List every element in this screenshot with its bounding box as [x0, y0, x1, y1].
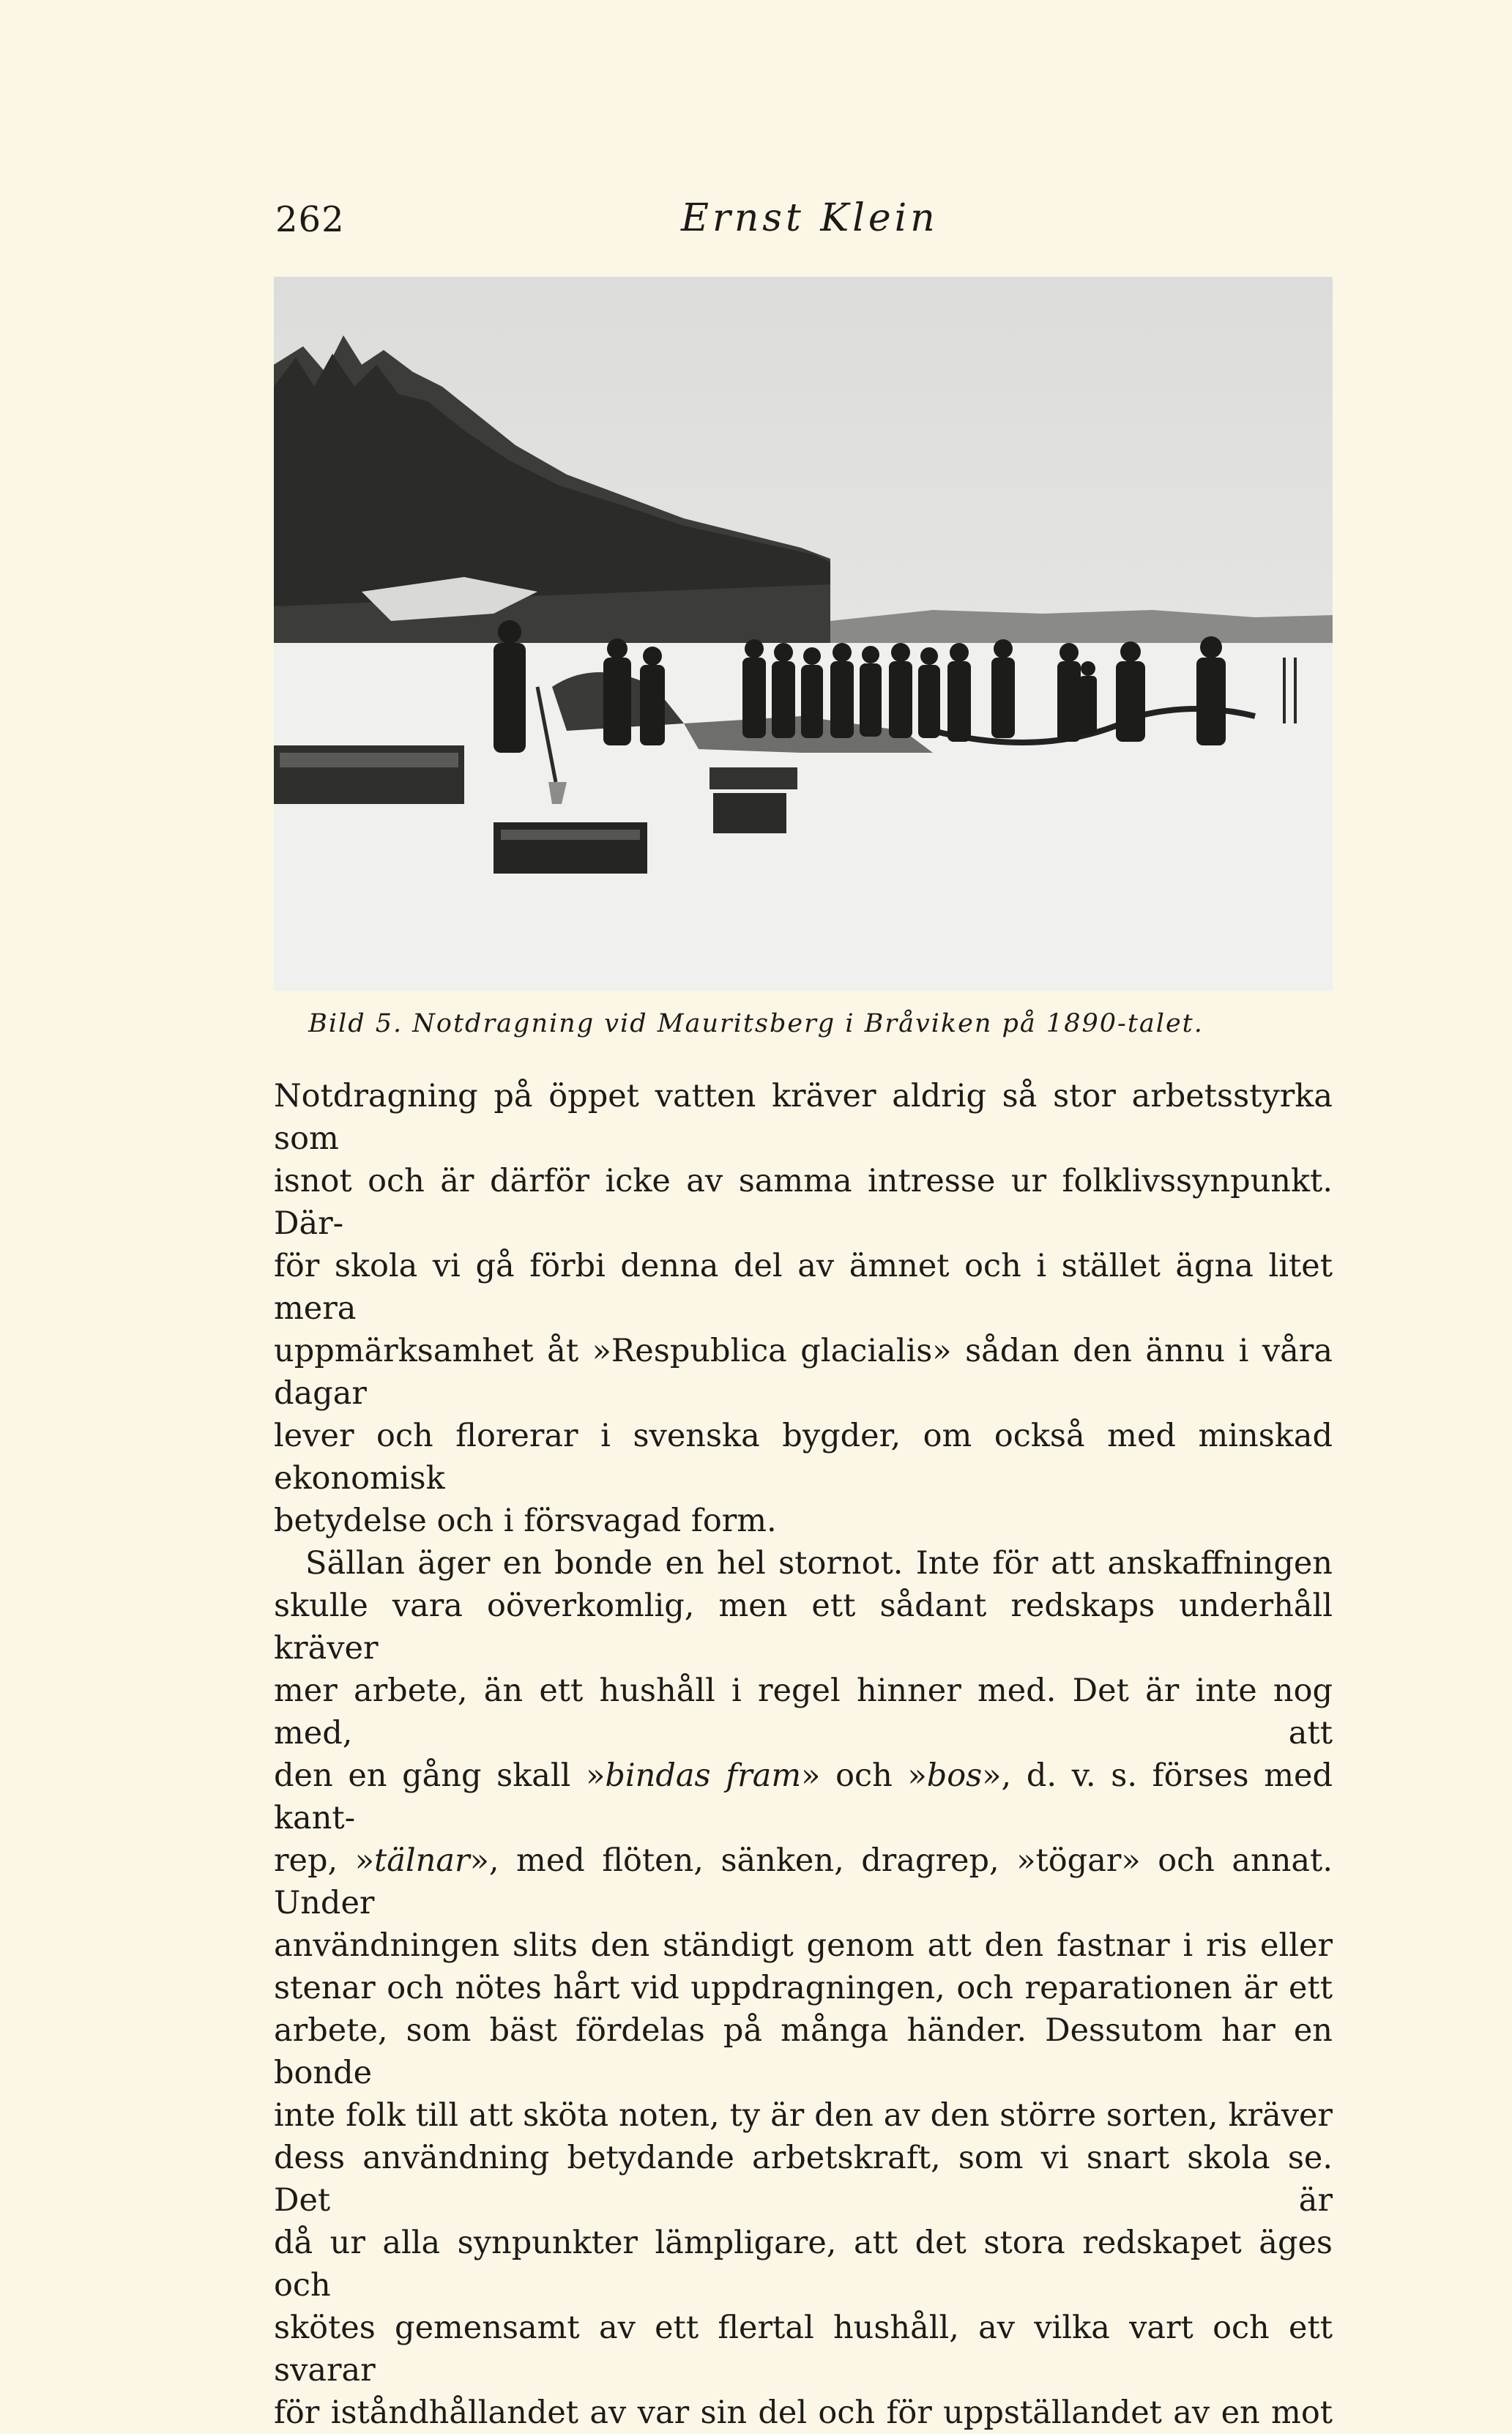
photo-illustration — [274, 277, 1333, 991]
paragraph-2-line: stenar och nötes hårt vid uppdragningen, och reparationen är ett — [274, 1970, 1333, 2006]
paragraph-2-line: användningen slits den ständigt genom att den fastnar i ris eller — [274, 1927, 1333, 1964]
paragraph-1-line: isnot och är därför icke av samma intresse ur folklivssynpunkt. Där- — [274, 1163, 1333, 1242]
paragraph-1-line: betydelse och i försvagad form. — [274, 1503, 777, 1539]
wooden-box-back — [710, 767, 797, 789]
paragraph-2-line: då ur alla synpunkter lämpligare, att det stora redskapet äges och — [274, 2225, 1333, 2304]
body-text — [274, 1075, 1333, 2434]
paragraph-1-line: uppmärksamhet åt »Respublica glacialis» sådan den ännu i våra dagar — [274, 1333, 1333, 1412]
paragraph-2-line: arbete, som bäst fördelas på många händer. Dessutom har en bonde — [274, 2012, 1333, 2091]
italic-term-bindas-fram: bindas fram — [605, 1757, 802, 1794]
paragraph-2-line: skulle vara oöverkomlig, men ett sådant redskaps underhåll kräver — [274, 1588, 1333, 1667]
paragraph-2-line — [274, 1839, 1333, 1924]
text-run: », med flöten, sänken, dragrep, »tögar» och annat. Under — [274, 1842, 1333, 1921]
paragraph-2-line — [274, 1754, 1333, 1839]
wooden-box-center — [713, 793, 786, 833]
paragraph-2-line: inte folk till att sköta noten, ty är den av den större sorten, kräver — [274, 2097, 1333, 2134]
italic-term-talnar: tälnar — [374, 1842, 470, 1879]
figure-caption: Bild 5. Notdragning vid Mauritsberg i Bråviken på 1890-talet. — [308, 1009, 1204, 1038]
photograph-ice-fishing — [274, 277, 1333, 991]
paragraph-2-line: skötes gemensamt av ett flertal hushåll, av vilka vart och ett svarar — [274, 2310, 1333, 2389]
paragraph-1-line: Notdragning på öppet vatten kräver aldrig så stor arbetsstyrka som — [274, 1078, 1333, 1157]
paragraph-2-line: Sällan äger en bonde en hel stornot. Inte för att anskaffningen — [305, 1545, 1333, 1582]
paragraph-2-line: dess användning betydande arbetskraft, som vi snart skola se. Det är — [274, 2140, 1333, 2219]
running-head-author: Ernst Klein — [681, 196, 939, 240]
text-run: den en gång skall » — [274, 1757, 606, 1794]
italic-term-bos: bos — [926, 1757, 983, 1794]
paragraph-2-line: mer arbete, än ett hushåll i regel hinner med. Det är inte nog med, att — [274, 1672, 1333, 1752]
paragraph-1-line: lever och florerar i svenska bygder, om också med minskad ekonomisk — [274, 1418, 1333, 1497]
paragraph-2-line: för iståndhållandet av var sin del och för uppställandet av en mot — [274, 2394, 1333, 2431]
text-run: rep, » — [274, 1842, 375, 1879]
text-run: » och » — [801, 1757, 927, 1794]
page-number: 262 — [275, 199, 345, 240]
paragraph-1-line: för skola vi gå förbi denna del av ämnet och i stället ägna litet mera — [274, 1248, 1333, 1327]
text-run: », d. v. s. förses med kant- — [274, 1757, 1333, 1836]
